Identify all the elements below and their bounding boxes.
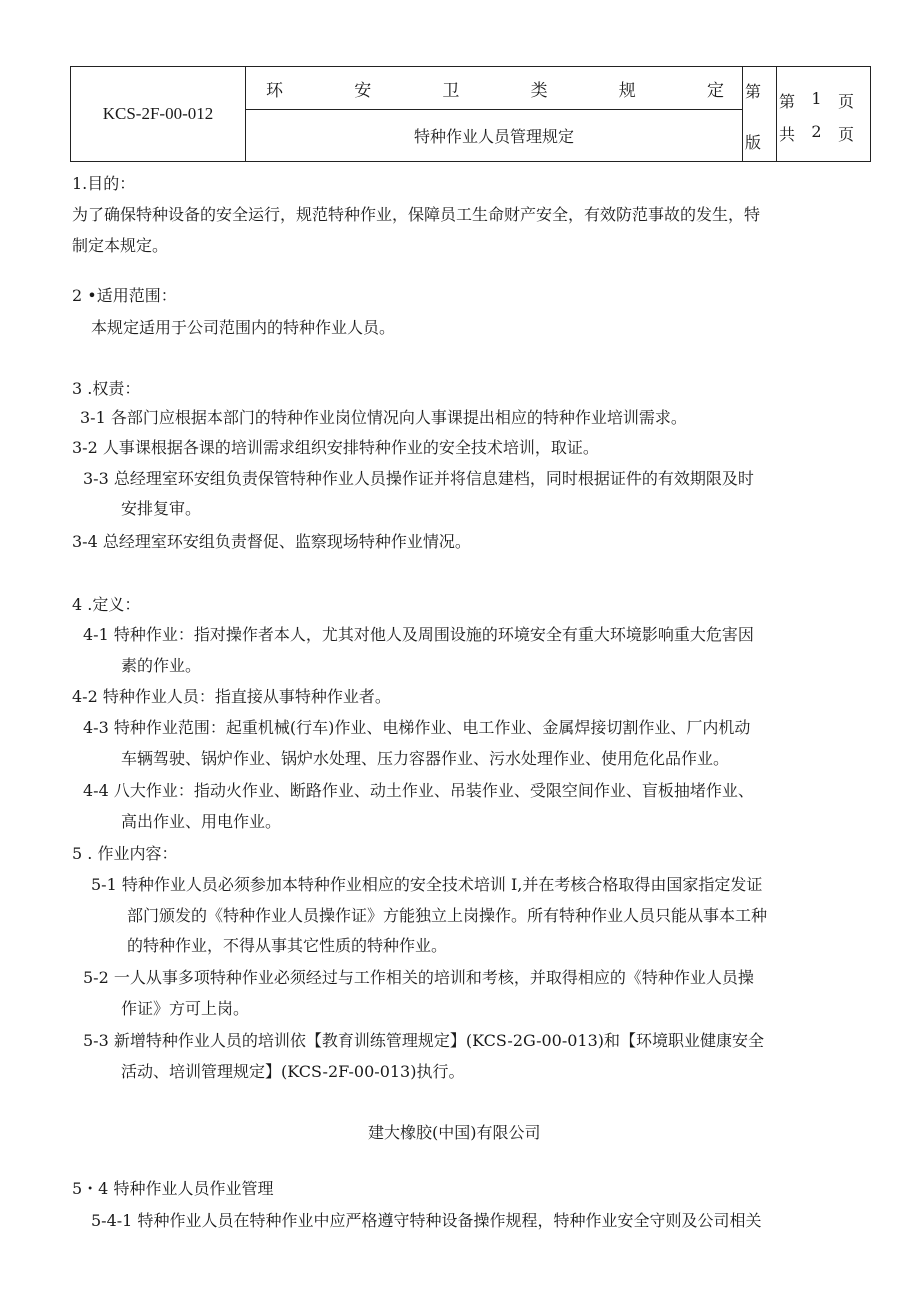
document-code: KCS-2F-00-012 [71,67,246,161]
clause-4-3: 4-3 特种作业范围：起重机械(行车)作业、电梯作业、电工作业、金属焊接切割作业、厂内机动 [83,718,751,737]
page-label: 第 [779,92,796,111]
page-total-row [779,122,854,142]
clause-4-1-cont: 素的作业。 [121,656,202,675]
edition-label-bottom: 版 [745,133,762,152]
document-header-table [70,66,871,162]
category-char: 类 [530,80,548,101]
total-label: 共 [779,125,796,144]
total-unit: 页 [837,125,854,144]
document-title: 特种作业人员管理规定 [246,110,743,161]
category-char: 环 [266,80,283,101]
clause-5-3: 5-3 新增特种作业人员的培训依【教育训练管理规定】(KCS-2G-00-013)和【环境职业健康安全 [83,1031,765,1050]
edition-label-top: 第 [745,82,762,101]
total-pages: 2 [811,122,822,141]
page-unit: 页 [837,92,854,111]
clause-3-3: 3-3 总经理室环安组负责保管特种作业人员操作证并将信息建档，同时根据证件的有效期限及时 [83,469,754,488]
section-definition-heading: 4 .定义： [72,595,141,614]
clause-4-1: 4-1 特种作业：指对操作者本人，尤其对他人及周围设施的环境安全有重大环境影响重大危害因 [83,625,754,644]
clause-5-2: 5-2 一人从事多项特种作业必须经过与工作相关的培训和考核，并取得相应的《特种作业人员操 [83,968,754,987]
clause-4-4-cont: 高出作业、用电作业。 [121,812,282,831]
clause-3-3-cont: 安排复审。 [121,499,202,518]
section-scope-heading: 2 •适用范围： [72,286,177,305]
purpose-text: 为了确保特种设备的安全运行，规范特种作业，保障员工生命财产安全，有效防范事故的发生，特 [72,205,761,224]
clause-5-1: 5-1 特种作业人员必须参加本特种作业相应的安全技术培训 I,并在考核合格取得由国家指定发证 [91,875,763,894]
category-char: 卫 [442,80,460,101]
page-number-row [779,89,854,109]
clause-5-4-heading: 5・4 特种作业人员作业管理 [72,1179,274,1198]
category-char: 安 [354,80,372,101]
clause-4-4: 4-4 八大作业：指动火作业、断路作业、动土作业、吊装作业、受限空间作业、盲板抽堵作业、 [83,781,754,800]
category-char: 规 [618,80,636,101]
clause-5-1-cont: 部门颁发的《特种作业人员操作证》方能独立上岗操作。所有特种作业人员只能从事本工种 [127,906,768,925]
section-work-content-heading: 5 . 作业内容： [72,844,178,863]
purpose-text: 制定本规定。 [72,236,169,255]
clause-5-4-1: 5-4-1 特种作业人员在特种作业中应严格遵守特种设备操作规程，特种作业安全守则及公司相关 [91,1211,762,1230]
clause-3-2: 3-2 人事课根据各课的培训需求组织安排特种作业的安全技术培训，取证。 [72,438,599,457]
company-name: 建大橡胶(中国)有限公司 [368,1123,541,1142]
scope-text: 本规定适用于公司范围内的特种作业人员。 [91,318,396,337]
section-purpose-heading: 1.目的： [72,174,136,193]
clause-4-3-cont: 车辆驾驶、锅炉作业、锅炉水处理、压力容器作业、污水处理作业、使用危化品作业。 [121,749,730,768]
clause-5-3-cont: 活动、培训管理规定】(KCS-2F-00-013)执行。 [121,1062,465,1081]
category-char: 定 [706,80,724,101]
clause-3-4: 3-4 总经理室环安组负责督促、监察现场特种作业情况。 [72,532,471,551]
page-count-cell [777,67,870,161]
clause-4-2: 4-2 特种作业人员：指直接从事特种作业者。 [72,687,391,706]
clause-3-1: 3-1 各部门应根据本部门的特种作业岗位情况向人事课提出相应的特种作业培训需求。 [80,408,687,427]
section-responsibility-heading: 3 .权责： [72,379,141,398]
clause-5-2-cont: 作证》方可上岗。 [121,999,250,1018]
page-number: 1 [811,89,822,108]
document-category [246,67,743,110]
edition-cell [743,67,777,161]
clause-5-1-cont: 的特种作业，不得从事其它性质的特种作业。 [127,936,448,955]
